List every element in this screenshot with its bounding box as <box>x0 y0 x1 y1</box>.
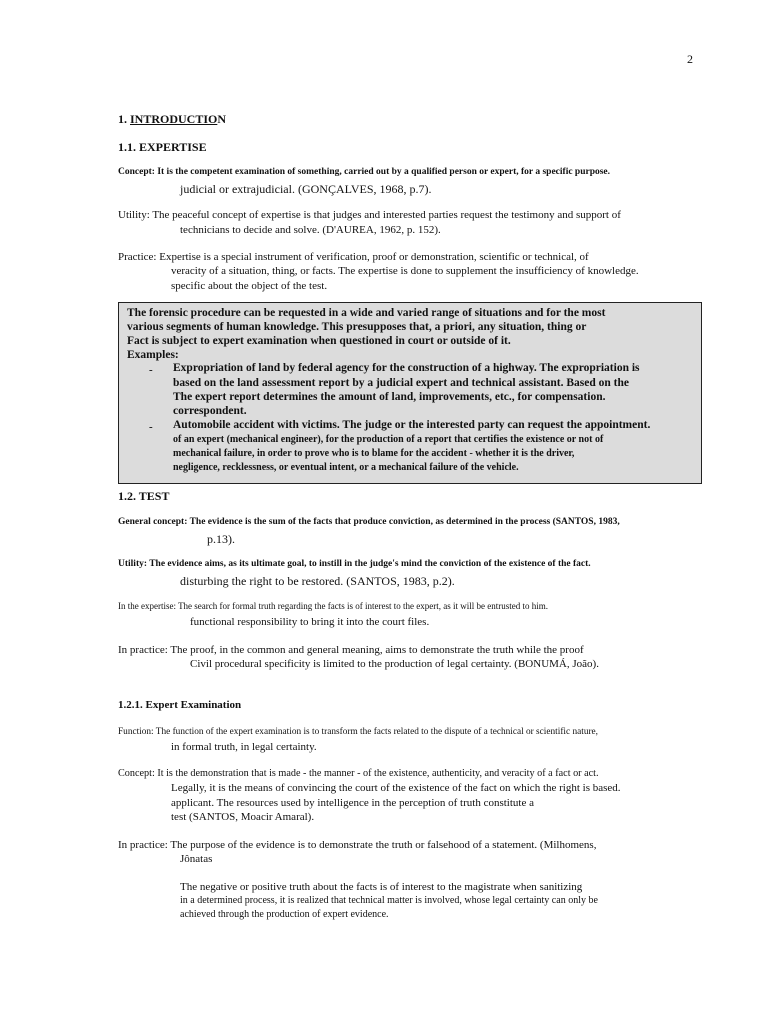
subsection-heading-expert-examination: 1.2.1. Expert Examination <box>118 699 242 711</box>
subsection-heading-test: 1.2. TEST <box>118 489 170 503</box>
example1-line3: The expert report determines the amount of land, improvements, etc., for compensation. <box>173 391 606 403</box>
example1-line2: based on the land assessment report by a judicial expert and technical assistant. Based on the <box>173 377 629 389</box>
box-text-line2: various segments of human knowledge. This presupposes that, a priori, any situation, thing or <box>127 321 587 333</box>
exam-function-line1: Function: The function of the expert examination is to transform the facts related to the dispute of a technical or scientific nature, <box>118 727 599 737</box>
exam-concept-line1: Concept: It is the demonstration that is made - the manner - of the existence, authenticity, and veracity of a fact or act. <box>118 768 599 779</box>
box-text-line1: The forensic procedure can be requested in a wide and varied range of situations and for the most <box>127 307 606 319</box>
example2-line1: Automobile accident with victims. The judge or the interested party can request the appointment. <box>173 419 651 431</box>
page-number: 2 <box>687 52 693 66</box>
exam-concept-line4: test (SANTOS, Moacir Amaral). <box>171 811 315 823</box>
test-practice-line2: Civil procedural specificity is limited to the production of legal certainty. (BONUMÁ, João). <box>190 658 599 670</box>
expertise-practice-line2: veracity of a situation, thing, or facts. The expertise is done to supplement the insufficiency of knowledge. <box>171 265 639 277</box>
exam-practice-line1: In practice: The purpose of the evidence is to demonstrate the truth or falsehood of a statement. (Milhomens, <box>118 839 597 851</box>
test-general-line1: General concept: The evidence is the sum of the facts that produce conviction, as determined in the process (SANTOS, 1983, <box>118 517 620 527</box>
exam-practice-line2: Jônatas <box>180 853 213 865</box>
bullet-dash-2: - <box>149 421 153 433</box>
example2-line4: negligence, recklessness, or eventual intent, or a mechanical failure of the vehicle. <box>173 462 519 473</box>
heading-number: 1. <box>118 112 127 126</box>
test-expertise-line1: In the expertise: The search for formal truth regarding the facts is of interest to the expert, as it will be entrusted to him. <box>118 601 548 611</box>
heading-text-tail: N <box>217 112 227 126</box>
example1-line4: correspondent. <box>173 405 247 417</box>
example2-line2: of an expert (mechanical engineer), for the production of a report that certifies the existence or not of <box>173 434 604 445</box>
exam-function-line2: in formal truth, in legal certainty. <box>171 741 317 753</box>
test-utility-line1: Utility: The evidence aims, as its ultimate goal, to instill in the judge's mind the conviction of the existence of the fact. <box>118 559 591 569</box>
section-heading-introduction <box>118 112 226 127</box>
heading-text-underlined: INTRODUCTIO <box>130 112 218 126</box>
test-expertise-line2: functional responsibility to bring it into the court files. <box>190 616 430 628</box>
expertise-concept-line2: judicial or extrajudicial. (GONÇALVES, 1968, p.7). <box>180 182 432 196</box>
expertise-concept-line1: Concept: It is the competent examination of something, carried out by a qualified person or expert, for a specific purpose. <box>118 167 611 177</box>
test-practice-line1: In practice: The proof, in the common and general meaning, aims to demonstrate the truth while the proof <box>118 644 584 656</box>
expertise-practice-line1: Practice: Expertise is a special instrument of verification, proof or demonstration, scientific or technical, of <box>118 251 589 263</box>
examples-label: Examples: <box>127 349 179 361</box>
example2-line3: mechanical failure, in order to prove who is to blame for the accident - whether it is the driver, <box>173 448 575 459</box>
exam-paragraph-line2: in a determined process, it is realized that technical matter is involved, whose legal certainty can only be <box>180 895 598 906</box>
forensic-procedure-box <box>118 302 702 484</box>
exam-paragraph-line1: The negative or positive truth about the facts is of interest to the magistrate when sanitizing <box>180 881 583 893</box>
test-utility-line2: disturbing the right to be restored. (SANTOS, 1983, p.2). <box>180 574 455 588</box>
expertise-practice-line3: specific about the object of the test. <box>171 280 328 292</box>
subsection-heading-expertise: 1.1. EXPERTISE <box>118 140 207 154</box>
exam-paragraph-line3: achieved through the production of expert evidence. <box>180 909 389 920</box>
bullet-dash-1: - <box>149 364 153 376</box>
exam-concept-line2: Legally, it is the means of convincing the court of the existence of the fact on which the right is based. <box>171 782 621 794</box>
example1-line1: Expropriation of land by federal agency for the construction of a highway. The expropriation is <box>173 362 640 374</box>
exam-concept-line3: applicant. The resources used by intelligence in the perception of truth constitute a <box>171 797 534 809</box>
test-general-line2: p.13). <box>207 532 235 546</box>
box-text-line3: Fact is subject to expert examination when questioned in court or outside of it. <box>127 335 511 347</box>
expertise-utility-line2: technicians to decide and solve. (D'AUREA, 1962, p. 152). <box>180 224 441 236</box>
expertise-utility-line1: Utility: The peaceful concept of expertise is that judges and interested parties request the testimony and support of <box>118 209 621 221</box>
